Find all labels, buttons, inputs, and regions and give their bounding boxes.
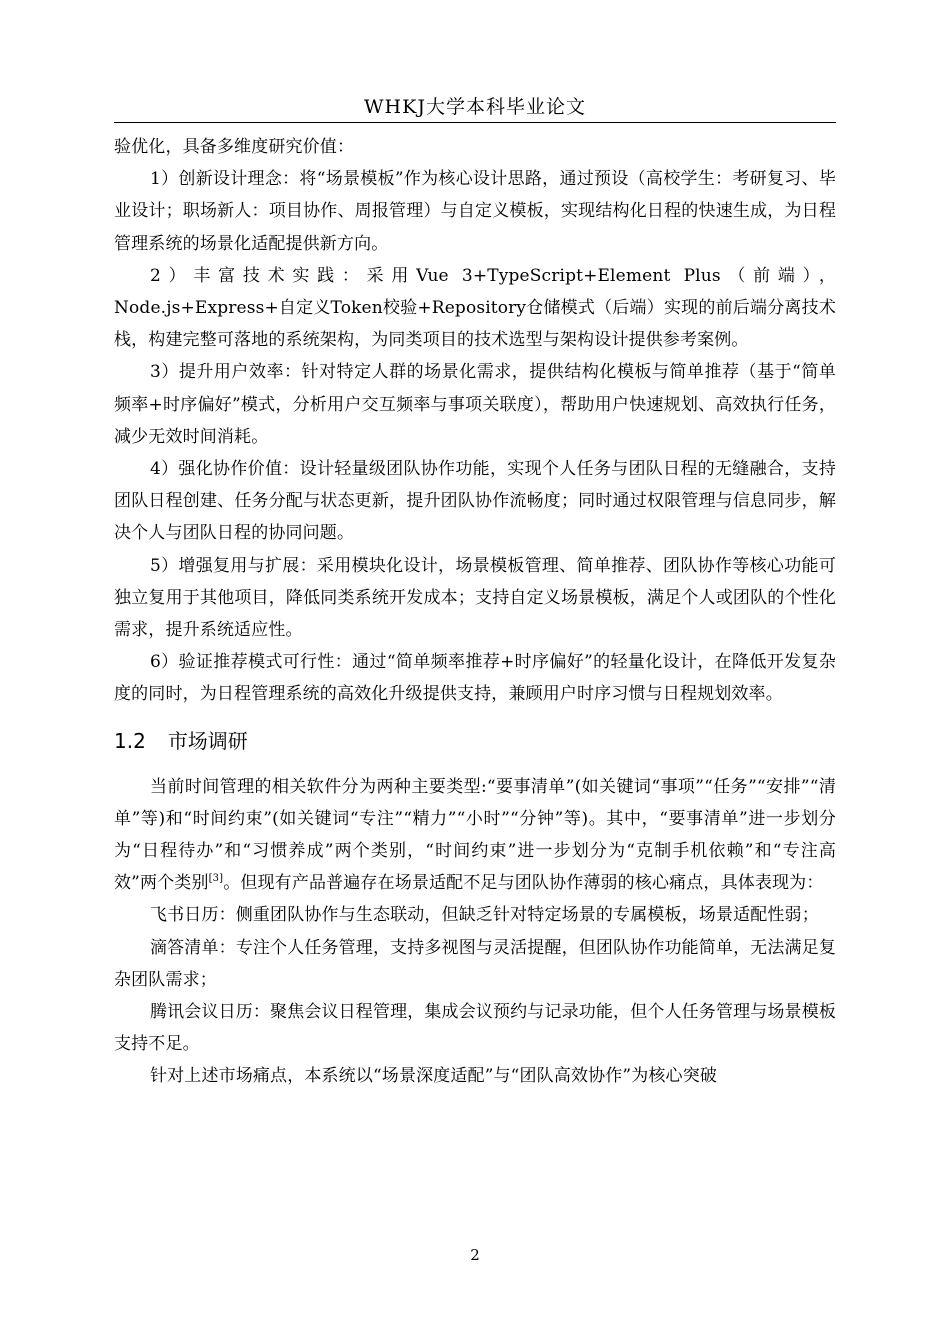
paragraph [114, 771, 836, 900]
paragraph: 飞书日历：侧重团队协作与生态联动，但缺乏针对特定场景的专属模板，场景适配性弱； [150, 905, 819, 926]
page-header: WHKJ大学本科毕业论文 [364, 96, 586, 118]
paragraph: 1）创新设计理念：将“场景模板”作为核心设计思路，通过预设（高校学生：考研复习、毕业设计；职场新人：项目协作、周报管理）与自定义模板，实现结构化日程的快速生成，为日程管理系统的场景化适配提供新方向。 [114, 169, 836, 254]
citation-reference: [3] [208, 873, 224, 885]
paragraph: 2）丰富技术实践：采用Vue 3+TypeScript+Element Plus（前端），Node.js+Express+自定义Token校验+Repository仓储模式（后端）实现的前后端分离技术栈，构建完整可落地的系统架构，为同类项目的技术选型与架构设计提供参考案例。 [114, 265, 836, 351]
paragraph: 5）增强复用与扩展：采用模块化设计，场景模板管理、简单推荐、团队协作等核心功能可独立复用于其他项目，降低同类系统开发成本；支持自定义场景模板，满足个人或团队的个性化需求，提升系统适应性。 [114, 555, 836, 641]
paragraph: 4）强化协作价值：设计轻量级团队协作功能，实现个人任务与团队日程的无缝融合，支持团队日程创建、任务分配与状态更新，提升团队协作流畅度；同时通过权限管理与信息同步，解决个人与团队日程的协同问题。 [114, 459, 836, 544]
section-heading [114, 721, 836, 761]
paragraph: 验优化，具备多维度研究价值： [114, 137, 355, 157]
paragraph: 滴答清单：专注个人任务管理，支持多视图与灵活提醒，但团队协作功能简单，无法满足复杂团队需求； [114, 937, 836, 990]
paragraph-text: 。但现有产品普遍存在场景适配不足与团队协作薄弱的核心痛点，具体表现为： [223, 873, 824, 894]
paragraph-text: 当前时间管理的相关软件分为两种主要类型:“要事清单”(如关键词“事项”“任务”“安排”“清单”等)和“时间约束”(如关键词“专注”“精力”“小时”“分钟”等)。其中，“要事清单”进一步划分为“日程待办”和“习惯养成”两个类别，“时间约束”进一步划分为“克制手机依赖”和“专注高效”两个类别 [114, 776, 836, 894]
paragraph: 3）提升用户效率：针对特定人群的场景化需求，提供结构化模板与简单推荐（基于“简单频率+时序偏好”模式，分析用户交互频率与事项关联度），帮助用户快速规划、高效执行任务，减少无效时间消耗。 [114, 362, 836, 447]
header-rule [114, 122, 836, 123]
page-number: 2 [470, 1246, 480, 1264]
section-title: 市场调研 [167, 728, 248, 753]
paragraph: 针对上述市场痛点，本系统以“场景深度适配”与“团队高效协作”为核心突破 [150, 1066, 718, 1087]
section-number: 1.2 [114, 728, 146, 753]
paragraph: 腾讯会议日历：聚焦会议日程管理，集成会议预约与记录功能，但个人任务管理与场景模板支持不足。 [114, 1002, 836, 1055]
body-text [114, 131, 836, 1093]
paragraph: 6）验证推荐模式可行性：通过“简单频率推荐+时序偏好”的轻量化设计，在降低开发复杂度的同时，为日程管理系统的高效化升级提供支持，兼顾用户时序习惯与日程规划效率。 [114, 652, 836, 705]
